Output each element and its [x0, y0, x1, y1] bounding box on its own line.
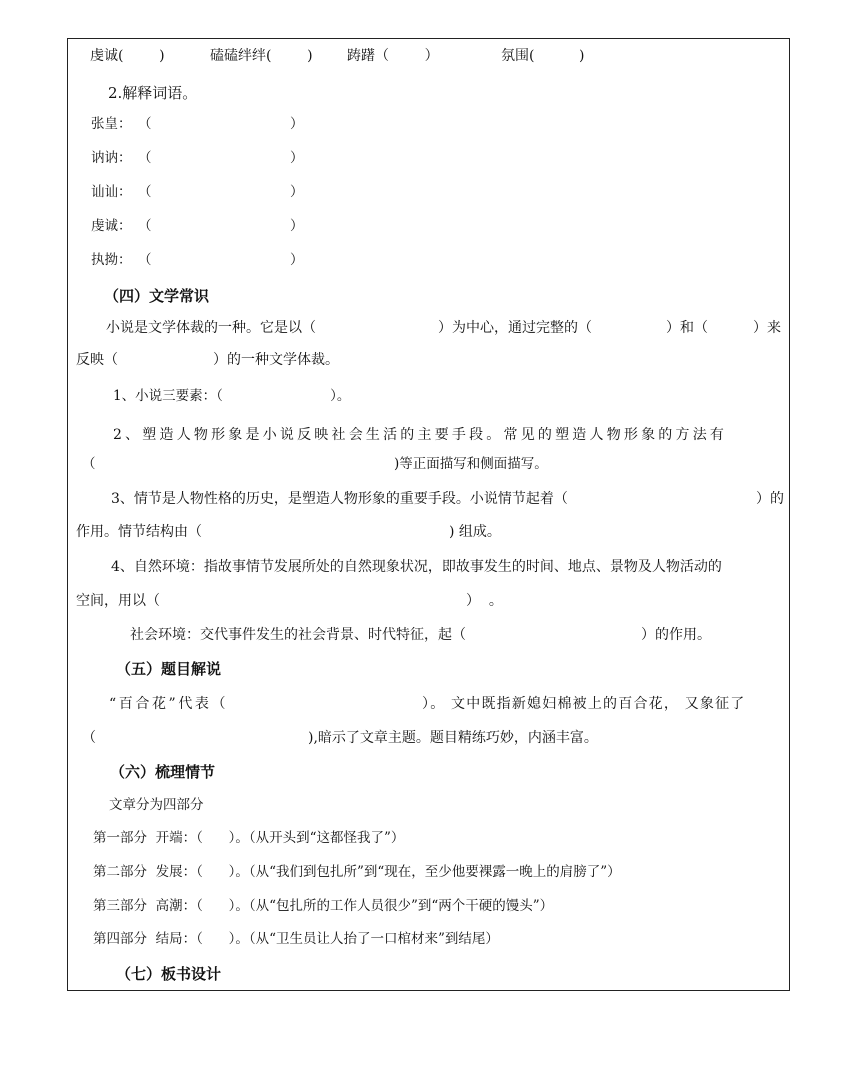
item-2-line — [113, 424, 785, 444]
title-text: ),暗示了文章主题。题目精练巧妙，内涵丰富。 — [308, 730, 598, 746]
paren-close: ） — [290, 184, 304, 200]
item-3-text: 3、情节是人物性格的历史，是塑造人物形象的重要手段。小说情节起着（ — [111, 491, 568, 507]
plot-part: 第一部分 开端：（ ）。（从开头到“这都怪我了”） — [93, 830, 405, 846]
section-7-heading: （七）板书设计 — [116, 965, 222, 983]
word-kekebanban-blank: 磕磕绊绊( ) — [210, 48, 313, 64]
paren-open: （ — [138, 150, 152, 166]
social-env-close: ）的作用。 — [641, 627, 711, 643]
word-fenwei-blank: 氛围( ) — [501, 48, 585, 64]
paren-open: （ — [82, 456, 96, 472]
paren-open: （ — [138, 184, 152, 200]
paren-close: ） — [290, 252, 304, 268]
section-4-heading: （四）文学常识 — [104, 287, 210, 305]
social-env-text: 社会环境：交代事件发生的社会背景、时代特征，起（ — [130, 627, 466, 643]
term-label: 虔诚： — [91, 218, 132, 234]
item-1: 1、小说三要素：（ ）。 — [113, 388, 351, 404]
question-2-heading: 2.解释词语。 — [108, 84, 198, 102]
paren-open: （ — [138, 252, 152, 268]
paren-close: ） — [290, 218, 304, 234]
paren-open: （ — [82, 730, 96, 746]
term-label: 讷讷： — [91, 150, 132, 166]
term-label: 讪讪： — [91, 184, 132, 200]
plot-part: 第四部分 结局：（ ）。（从“卫生员让人抬了一口棺材来”到结尾） — [93, 931, 499, 947]
term-label: 张皇： — [91, 116, 132, 132]
genre-text: ）来 — [753, 320, 781, 336]
item-3-close: ) 组成。 — [449, 524, 501, 540]
item-3-text: 作用。情节结构由（ — [76, 524, 202, 540]
genre-text: 反映（ — [76, 352, 118, 368]
paren-open: （ — [138, 116, 152, 132]
section-6-heading: （六）梳理情节 — [110, 763, 216, 781]
item-4-text: 空间，用以（ — [76, 593, 160, 609]
item-2-text: 2、塑造人物形象是小说反映社会生活的主要手段。常见的塑造人物形象的方法有 — [113, 427, 728, 443]
plot-part: 第三部分 高潮：（ ）。（从“包扎所的工作人员很少”到“两个干硬的馒头”） — [93, 898, 554, 914]
genre-text: 小说是文学体裁的一种。它是以（ — [106, 320, 316, 336]
paren-close: ） — [290, 150, 304, 166]
item-2-end: )等正面描写和侧面描写。 — [394, 456, 548, 472]
word-chouchu-blank: 踌躇（ ） — [347, 48, 439, 64]
plot-intro: 文章分为四部分 — [109, 797, 204, 813]
plot-part: 第二部分 发展：（ ）。（从“我们到包扎所”到“现在，至少他要裸露一晚上的肩膀了”） — [93, 864, 621, 880]
genre-text: ）的一种文学体裁。 — [213, 352, 339, 368]
paren-open: （ — [138, 218, 152, 234]
term-label: 执拗： — [91, 252, 132, 268]
item-4-close: ） 。 — [466, 593, 503, 609]
title-text: “百合花”代表（ — [109, 696, 229, 712]
genre-text: ）为中心，通过完整的（ — [438, 320, 592, 336]
word-qiancheng-blank: 虔诚( ) — [90, 48, 165, 64]
item-3-close: ）的 — [756, 491, 784, 507]
item-4-text: 4、自然环境：指故事情节发展所处的自然现象状况，即故事发生的时间、地点、景物及人物活动的 — [111, 559, 722, 575]
genre-text: ）和（ — [666, 320, 708, 336]
title-text: ）。 文中既指新媳妇棉被上的百合花， 又象征了 — [422, 696, 746, 712]
section-5-heading: （五）题目解说 — [116, 660, 222, 678]
paren-close: ） — [290, 116, 304, 132]
worksheet-frame — [67, 38, 790, 991]
